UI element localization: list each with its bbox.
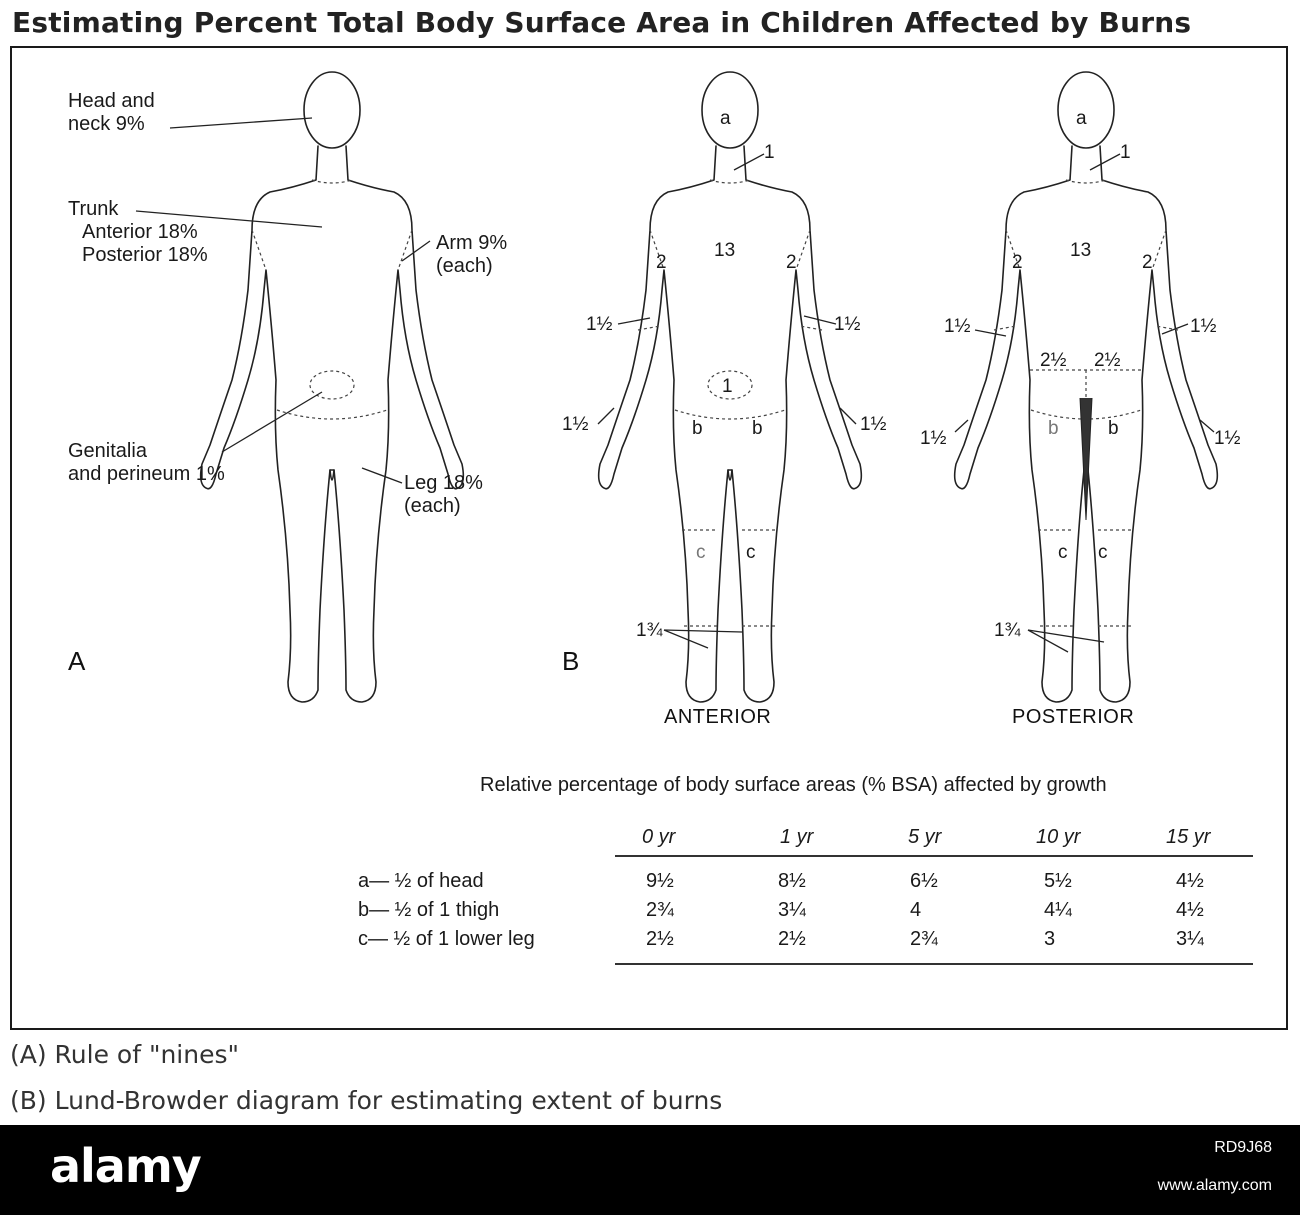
cell: 4½ xyxy=(1176,899,1204,921)
cell: 4 xyxy=(910,899,922,921)
cell: 4¼ xyxy=(1044,899,1072,921)
cell: 8½ xyxy=(778,870,806,892)
body-b-posterior-outline xyxy=(955,72,1218,702)
zone-thigh-left-posterior: b xyxy=(1048,418,1059,439)
cell: 3 xyxy=(1044,928,1056,950)
zone-a-head-anterior: a xyxy=(720,108,731,129)
zone-arm-right-anterior: 2 xyxy=(786,252,797,273)
cell: 2¾ xyxy=(646,899,674,921)
zone-arm-left-anterior: 2 xyxy=(656,252,667,273)
zone-trunk-anterior: 13 xyxy=(714,240,736,261)
cell: 2¾ xyxy=(910,928,938,950)
zone-arm-right-posterior: 2 xyxy=(1142,252,1153,273)
label-trunk: Trunk Anterior 18% Posterior 18% xyxy=(68,198,208,266)
col-header-1: 1 yr xyxy=(780,826,814,848)
leader-lines-b xyxy=(598,154,1217,652)
zone-neck-anterior: 1 xyxy=(764,142,775,163)
cell: 3¼ xyxy=(778,899,806,921)
row-label-a: a— ½ of head xyxy=(358,870,484,892)
zone-a-head-posterior: a xyxy=(1076,108,1087,129)
zone-genital-anterior: 1 xyxy=(722,376,733,397)
site-url: www.alamy.com xyxy=(1157,1177,1272,1194)
alamy-logo: alamy xyxy=(50,1139,201,1193)
watermark-bar xyxy=(0,1125,1300,1215)
cell: 2½ xyxy=(778,928,806,950)
zone-neck-posterior: 1 xyxy=(1120,142,1131,163)
zone-forearm-right-posterior: 1½ xyxy=(1190,316,1217,337)
zone-foot-posterior: 1¾ xyxy=(994,620,1021,641)
posterior-label: POSTERIOR xyxy=(1012,706,1135,728)
label-arm: Arm 9% (each) xyxy=(436,232,508,277)
cell: 9½ xyxy=(646,870,674,892)
col-header-2: 5 yr xyxy=(908,826,942,848)
panel-letter-b: B xyxy=(562,646,580,676)
cell: 2½ xyxy=(646,928,674,950)
label-genitalia: Genitalia and perineum 1% xyxy=(68,440,225,485)
zone-forearm-right-anterior: 1½ xyxy=(834,314,861,335)
zone-hand-right-anterior: 1½ xyxy=(860,414,887,435)
row-label-b: b— ½ of 1 thigh xyxy=(358,899,500,921)
zone-hand-right-posterior: 1½ xyxy=(1214,428,1241,449)
cell: 3¼ xyxy=(1176,928,1204,950)
zone-lowerleg-left-anterior: c xyxy=(696,542,706,563)
zone-forearm-left-anterior: 1½ xyxy=(586,314,613,335)
zone-hand-left-posterior: 1½ xyxy=(920,428,947,449)
zone-forearm-left-posterior: 1½ xyxy=(944,316,971,337)
body-a-outline xyxy=(201,72,464,702)
cell: 6½ xyxy=(910,870,938,892)
row-label-c: c— ½ of 1 lower leg xyxy=(358,928,535,950)
zone-arm-left-posterior: 2 xyxy=(1012,252,1023,273)
zone-thigh-right-posterior: b xyxy=(1108,418,1119,439)
col-header-3: 10 yr xyxy=(1036,826,1081,848)
cell: 5½ xyxy=(1044,870,1072,892)
zone-foot-anterior: 1¾ xyxy=(636,620,663,641)
zone-thigh-right-anterior: b xyxy=(752,418,763,439)
col-header-4: 15 yr xyxy=(1166,826,1211,848)
panel-letter-a: A xyxy=(68,646,86,676)
image-id: RD9J68 xyxy=(1214,1139,1272,1156)
table-rule-top xyxy=(615,855,1253,857)
zone-buttock-right: 2½ xyxy=(1094,350,1121,371)
zone-lowerleg-right-anterior: c xyxy=(746,542,756,563)
table-rule-bottom xyxy=(615,963,1253,965)
zone-lowerleg-left-posterior: c xyxy=(1058,542,1068,563)
table-title: Relative percentage of body surface areas (% BSA) affected by growth xyxy=(480,774,1107,796)
anterior-label: ANTERIOR xyxy=(664,706,772,728)
caption-a: (A) Rule of "nines" xyxy=(10,1040,240,1069)
zone-buttock-left: 2½ xyxy=(1040,350,1067,371)
page-title: Estimating Percent Total Body Surface Area in Children Affected by Burns xyxy=(12,6,1192,39)
cell: 4½ xyxy=(1176,870,1204,892)
label-leg: Leg 18% (each) xyxy=(404,472,483,517)
zone-thigh-left-anterior: b xyxy=(692,418,703,439)
zone-hand-left-anterior: 1½ xyxy=(562,414,589,435)
zone-lowerleg-right-posterior: c xyxy=(1098,542,1108,563)
leader-lines-a xyxy=(136,118,430,483)
caption-b: (B) Lund-Browder diagram for estimating extent of burns xyxy=(10,1086,723,1115)
zone-trunk-posterior: 13 xyxy=(1070,240,1092,261)
label-head-neck: Head and neck 9% xyxy=(68,90,155,135)
col-header-0: 0 yr xyxy=(642,826,676,848)
